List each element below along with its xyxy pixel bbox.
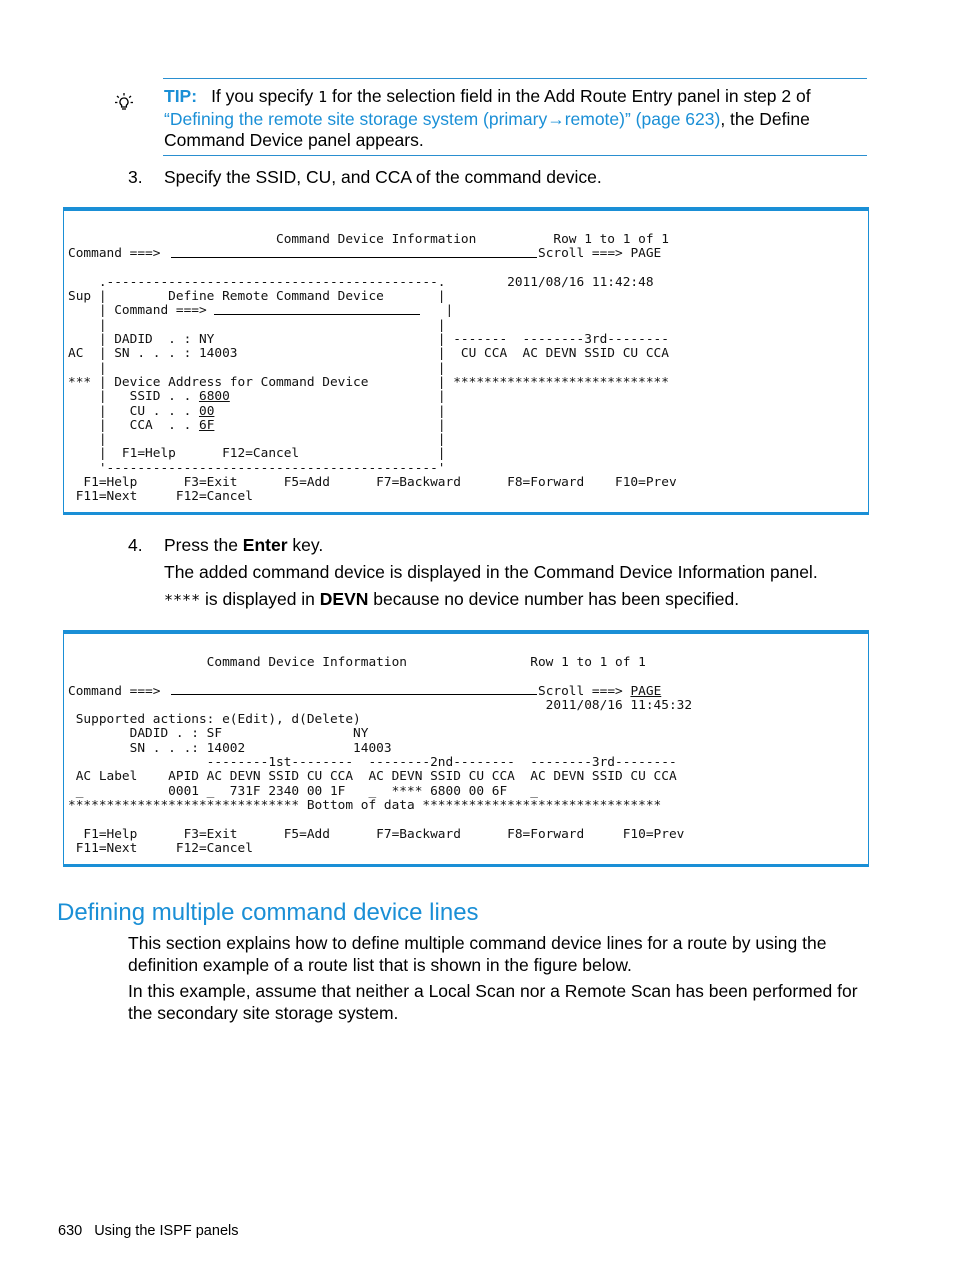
- section-paragraph-1: This section explains how to define multiple command device lines for a route by using the definition example of a route list that is shown in the figure below.: [128, 933, 827, 975]
- popup-command-input-line[interactable]: [214, 314, 420, 315]
- section-paragraph-2: In this example, assume that neither a Local Scan nor a Remote Scan has been performed for the secondary site storage system.: [128, 981, 858, 1023]
- tip-cross-reference-link[interactable]: “Defining the remote site storage system (primary→remote)” (page 623): [164, 108, 721, 129]
- section-heading: Defining multiple command device lines: [57, 899, 479, 926]
- terminal-1-text: Command Device Information Row 1 to 1 of 1 Command ===> Scroll ===> PAGE .-------------------------------------------. 2011/08/16 11:42:48 Sup | Define Remote Command Device | | Command ===> | | | | DADID . : NY | ------- --------3rd-------- AC | SN . . . : 14003 | CU CCA AC DEVN SSID CU CCA | | *** | Device Address for Command Device | **************************** | SSID . . 6800 | | CU . . . 00 | | CCA . . 6F | | | | F1=Help F12=Cancel | '-------------------------------------------' F1=Help F3=Exit F5=Add F7=Backward F8=Forward F10=Prev F11=Next F12=Cancel: [68, 232, 677, 505]
- define-command-device-panel: [63, 207, 869, 515]
- scroll-field[interactable]: PAGE: [630, 683, 662, 699]
- tip-text-3: , the Define Command Device panel appears.: [164, 108, 810, 150]
- enter-key-label: Enter: [242, 535, 288, 555]
- step-3-number: 3.: [128, 167, 143, 187]
- cca-field[interactable]: 6F: [198, 417, 215, 433]
- page-number: 630: [58, 1223, 83, 1239]
- tip-code: 1: [318, 88, 328, 106]
- tip-text-1: If you specify: [211, 86, 319, 106]
- ssid-field[interactable]: 6800: [198, 389, 230, 405]
- lightbulb-icon: [114, 92, 134, 112]
- step-4-paragraph-1: The added command device is displayed in the Command Device Information panel.: [164, 562, 818, 582]
- tip-note: [164, 86, 870, 152]
- step-4-text: Press the Enter key.: [164, 535, 324, 555]
- footer-title: Using the ISPF panels: [94, 1223, 239, 1239]
- tip-top-rule: [163, 78, 867, 79]
- command-input-line[interactable]: [171, 257, 537, 258]
- command-input-line-2[interactable]: [171, 694, 537, 695]
- step-4-paragraph-2: **** is displayed in DEVN because no device number has been specified.: [164, 589, 740, 609]
- command-device-information-panel: [63, 630, 869, 867]
- step-4-number: 4.: [128, 535, 143, 555]
- tip-bottom-rule: [163, 155, 867, 156]
- cu-field[interactable]: 00: [198, 403, 215, 419]
- terminal-2-text: Command Device Information Row 1 to 1 of 1 Command ===> Scroll ===> PAGE 2011/08/16 11:45:32 Supported actions: e(Edit), d(Delete) DADID . : SF NY SN . . .: 14002 14003 --------1st-------- --------2nd-------- --------3rd-------- AC Label APID AC DEVN SSID CU CCA AC DEVN SSID CU CCA AC DEVN SSID CU CCA _ 0001 _ 731F 2340 00 1F _ **** 6800 00 6F _ ****************************** Bottom of data ******************************* F1=Help F3=Exit F5=Add F7=Backward F8=Forward F10=Prev F11=Next F12=Cancel: [68, 655, 693, 856]
- tip-text-2: for the selection field in the Add Route Entry panel in step 2 of: [327, 86, 811, 106]
- step-3-text: Specify the SSID, CU, and CCA of the command device.: [164, 167, 602, 187]
- page-footer: [58, 1223, 238, 1239]
- tip-label: TIP:: [164, 86, 198, 106]
